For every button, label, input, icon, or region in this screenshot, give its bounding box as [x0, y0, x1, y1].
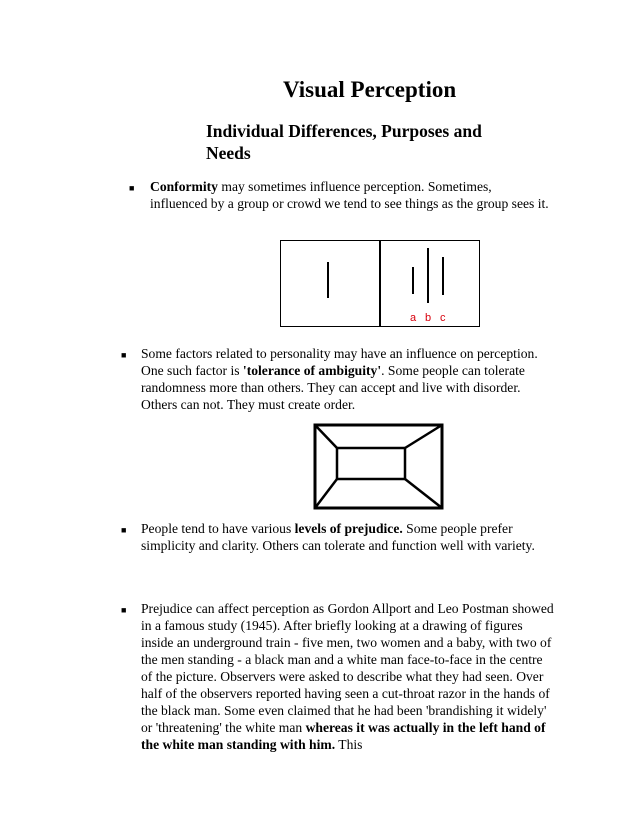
bold-phrase: 'tolerance of ambiguity'	[242, 363, 382, 378]
bold-phrase: whereas it was actually in the left hand of the white man standing with him.	[141, 720, 546, 752]
corner-line	[405, 479, 442, 508]
bullet-prejudice-levels	[141, 520, 556, 554]
bullet-marker: ■	[121, 605, 127, 615]
paragraph-text: People tend to have various	[141, 521, 295, 536]
line-comparison-figure	[280, 240, 481, 328]
corner-line	[315, 425, 337, 448]
bold-lead: Conformity	[150, 179, 218, 194]
corner-line	[405, 425, 442, 448]
label-c: c	[440, 312, 446, 324]
corner-line	[315, 479, 337, 508]
page-subtitle: Individual Differences, Purposes and Needs	[206, 121, 482, 163]
ambiguous-box-figure	[313, 423, 444, 510]
bullet-marker: ■	[121, 350, 127, 360]
paragraph-text: may sometimes influence perception. Sometimes, influenced by a group or crowd we tend to see things as the group sees it.	[150, 179, 549, 211]
bullet-marker: ■	[121, 525, 127, 535]
paragraph-text: Some factors related to personality may have an influence on perception. One such factor is	[141, 346, 538, 378]
paragraph-text: Some people prefer simplicity and clarity. Others can tolerate and function well with variety.	[141, 521, 535, 553]
bullet-allport-postman	[141, 600, 556, 753]
paragraph-text: Prejudice can affect perception as Gordon Allport and Leo Postman showed in a famous study (1945). After briefly looking at a drawing of figures inside an underground train - five men, two women and a baby, with two of the men standing - a black man and a white man face-to-face in the centre of the picture. Observers were asked to describe what they had seen. Over half of the observers reported having seen a cut-throat razor in the hands of the black man. Some even claimed that he had been 'brandishing it widely' or 'threatening' the white man	[141, 601, 554, 735]
paragraph-text: . Some people can tolerate randomness more than others. They can accept and live with disorder. Others can not. They must create order.	[141, 363, 525, 412]
bullet-ambiguity	[141, 345, 556, 413]
bullet-conformity	[150, 178, 550, 212]
paragraph-text: This	[335, 737, 363, 752]
inner-rectangle	[337, 448, 405, 479]
bold-phrase: levels of prejudice.	[294, 521, 403, 536]
page-title: Visual Perception	[283, 77, 457, 102]
bullet-marker: ■	[129, 183, 135, 193]
label-b: b	[425, 312, 432, 324]
label-a: a	[410, 312, 417, 324]
